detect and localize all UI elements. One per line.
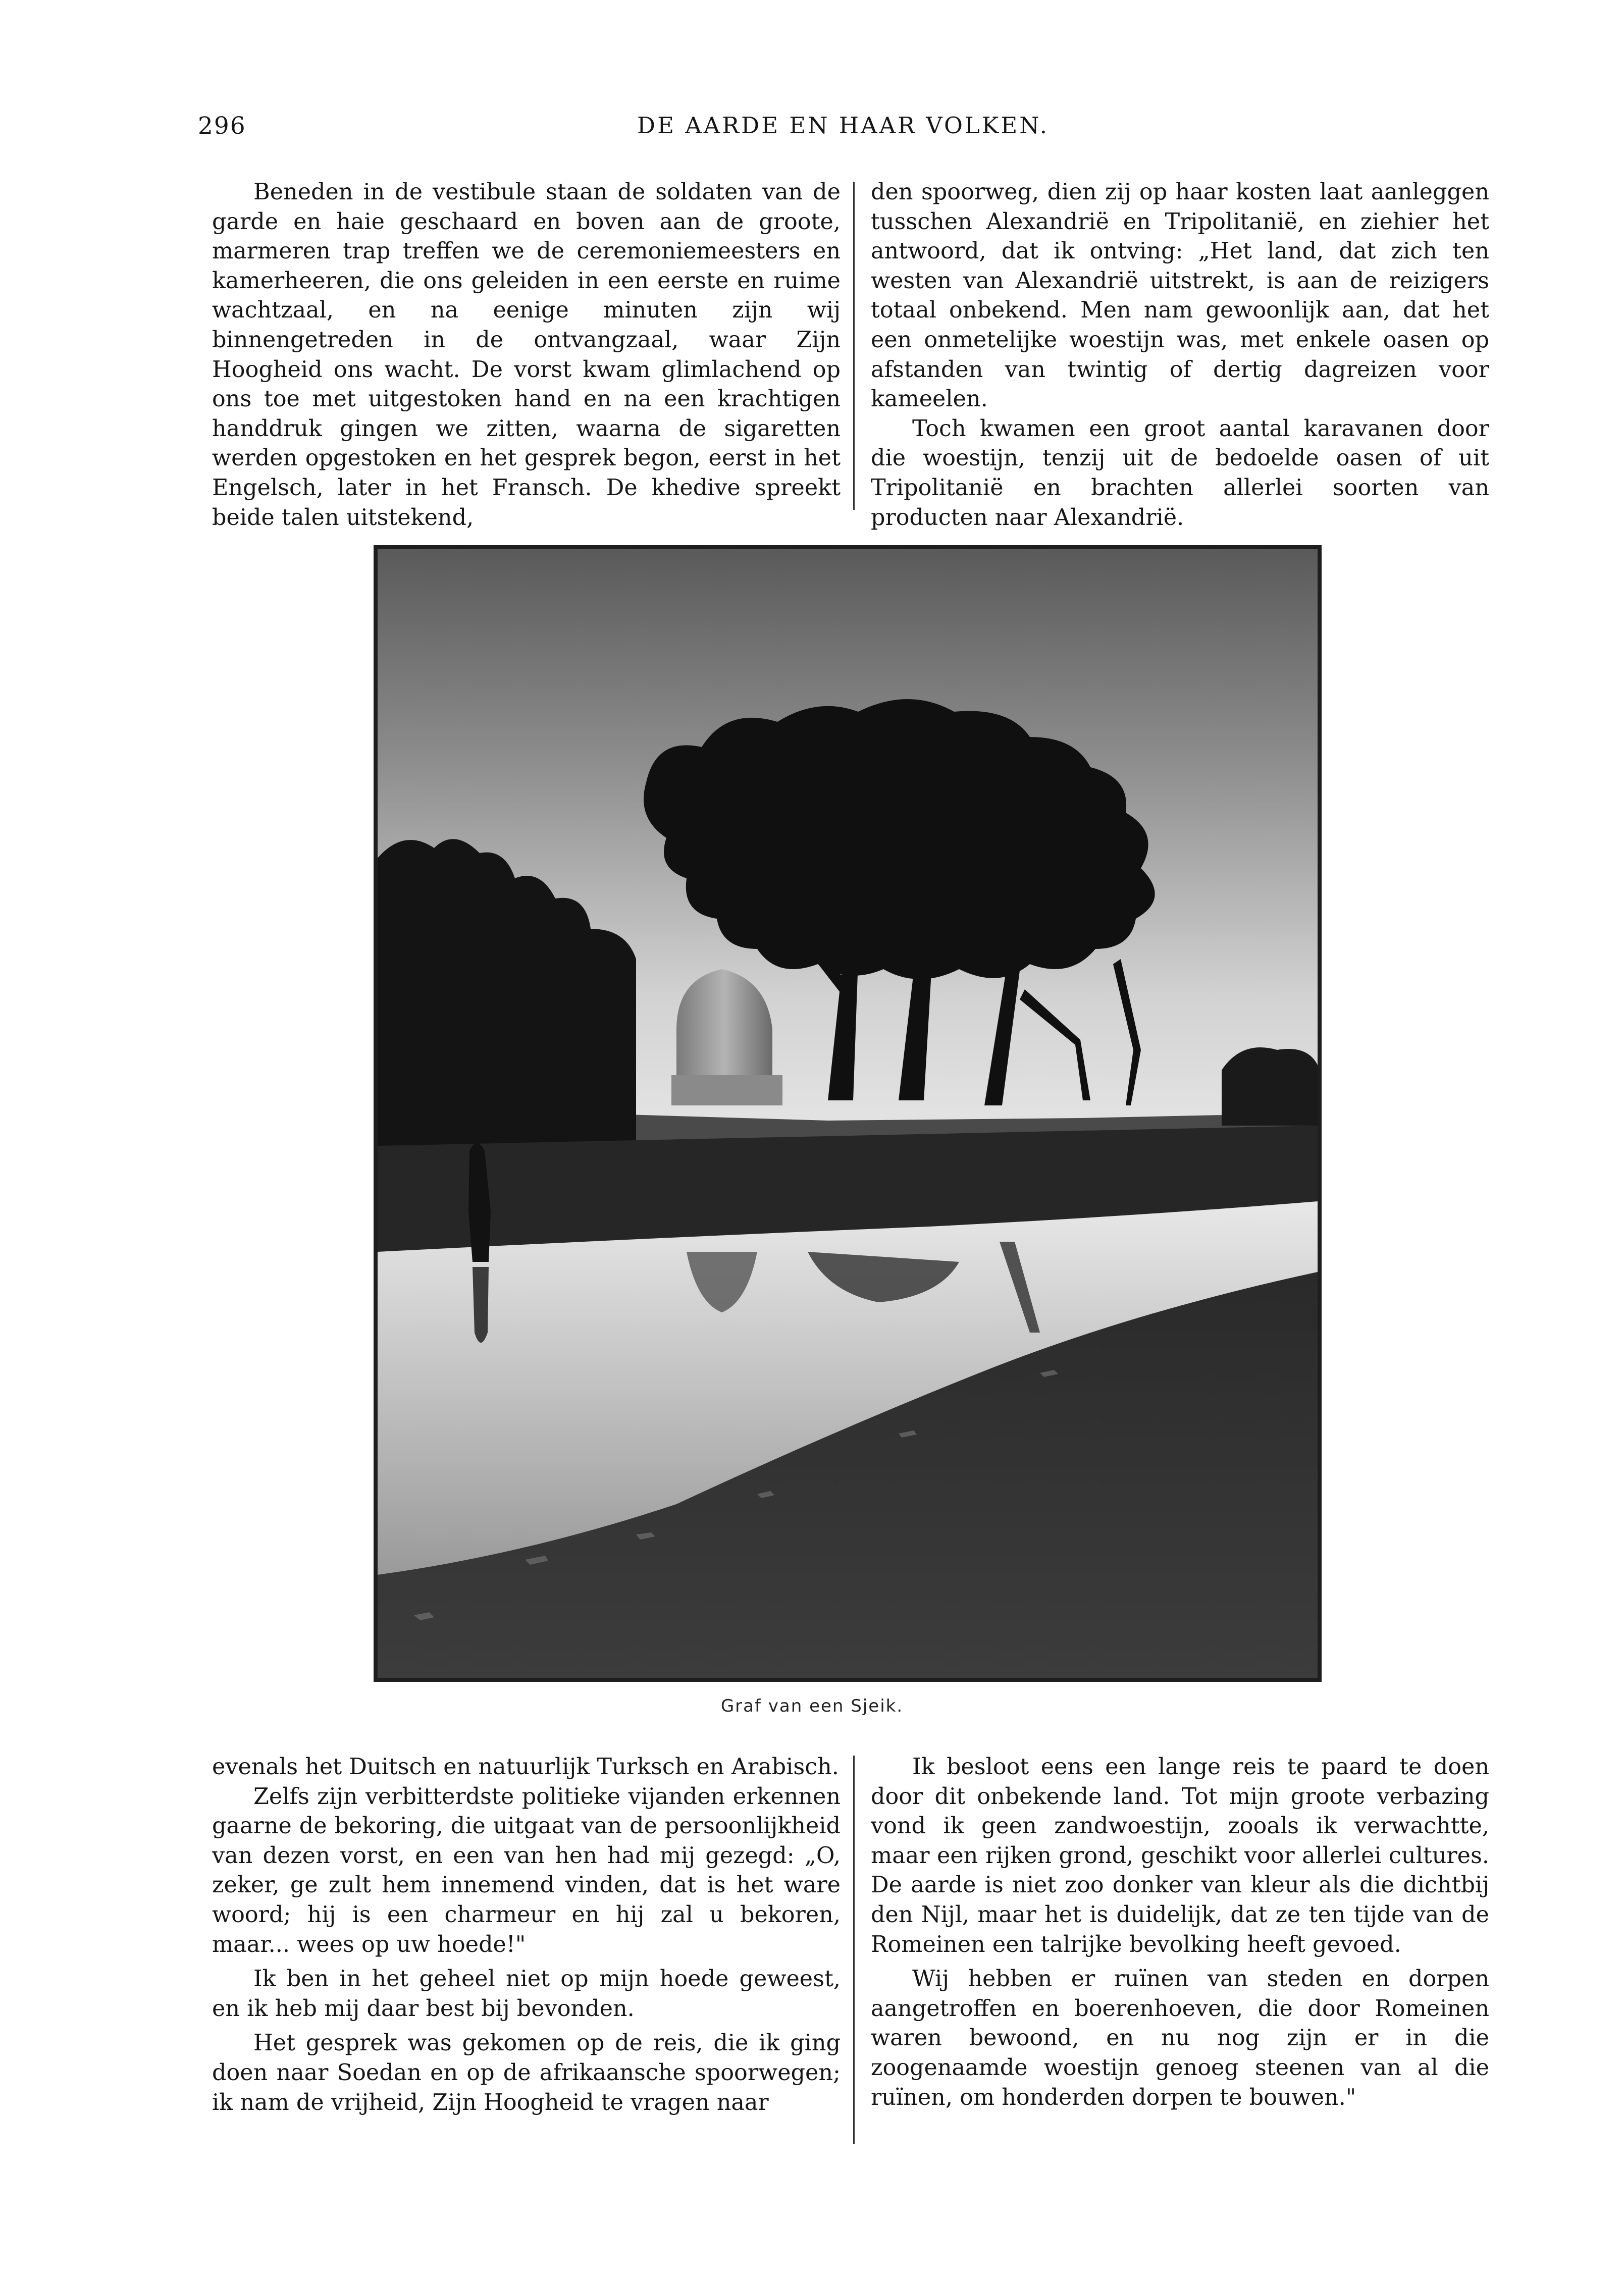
paragraph: Ik besloot eens een lange reis te paard te doen door dit onbekende land. Tot mijn groote verbazing vond ik geen zandwoestijn, zooals ik verwachtte, maar een rijken grond, geschikt voor allerlei cultures. De aarde is niet zoo donker van kleur als die dichtbij den Nijl, maar het is duidelijk, dat ze ten tijde van de Romeinen een talrijke bevolking heeft gevoed.	[871, 1754, 1489, 1957]
paragraph: Zelfs zijn verbitterdste politieke vijanden erkennen gaarne de bekoring, die uitgaat van de persoonlijkheid van dezen vorst, en een van hen had mij gezegd: „O, zeker, ge zult hem innemend vinden, dat is het ware woord; hij is een charmeur en hij zal u bekoren, maar... wees op uw hoede!"	[212, 1783, 841, 1957]
page-number: 296	[198, 112, 246, 140]
paragraph: Toch kwamen een groot aantal karavanen door die woestijn, tenzij uit de bedoelde oasen of uit Tripolitanië en brachten allerlei soorten van producten naar Alexandrië.	[871, 415, 1489, 531]
paragraph: Beneden in de vestibule staan de soldaten van de garde en haie geschaard en boven aan de groote, marmeren trap treffen we de ceremoniemeesters en kamerheeren, die ons geleiden in een eerste en ruime wachtzaal, en na eenige minuten zijn wij binnengetreden in de ontvangzaal, waar Zijn Hoogheid ons wacht. De vorst kwam glimlachend op ons toe met uitgestoken hand en na een krachtigen handdruk gingen we zitten, waarna de sigaretten werden opgestoken en het gesprek begon, eerst in het Engelsch, later in het Fransch. De khedive spreekt beide talen uitstekend,	[212, 179, 841, 531]
top-left-column	[212, 178, 841, 533]
bottom-left-column	[212, 1753, 841, 2117]
column-rule	[853, 1756, 855, 2144]
paragraph: den spoorweg, dien zij op haar kosten laat aanleggen tusschen Alexandrië en Tripolitanië, en ziehier het antwoord, dat ik ontving: „Het land, dat zich ten westen van Alexandrië uitstrekt, is aan de reizigers totaal onbekend. Men nam gewoonlijk aan, dat het een onmetelijke woestijn was, met enkele oasen op afstanden van twintig of dertig dagreizen voor kameelen.	[871, 179, 1489, 412]
column-rule	[853, 182, 855, 510]
paragraph: Ik ben in het geheel niet op mijn hoede geweest, en ik heb mij daar best bij bevonden.	[212, 1966, 841, 2022]
bottom-right-column	[871, 1753, 1489, 2112]
paragraph: Het gesprek was gekomen op de reis, die ik ging doen naar Soedan en op de afrikaansche spoorwegen; ik nam de vrijheid, Zijn Hoogheid te vragen naar	[212, 2030, 841, 2115]
running-title: DE AARDE EN HAAR VOLKEN.	[637, 112, 1050, 139]
top-right-column	[871, 178, 1489, 533]
photograph-sheikh-tomb	[374, 545, 1322, 1682]
photograph-image	[374, 545, 1322, 1682]
paragraph: evenals het Duitsch en natuurlijk Turksch en Arabisch.	[212, 1754, 839, 1780]
page-header	[198, 112, 1500, 147]
paragraph: Wij hebben er ruïnen van steden en dorpen aangetroffen en boerenhoeven, die door Romeinen waren bewoond, en nu nog zijn er in die zoogenaamde woestijn genoeg steenen van al die ruïnen, om honderden dorpen te bouwen."	[871, 1966, 1489, 2110]
figure-caption: Graf van een Sjeik.	[720, 1696, 904, 1716]
